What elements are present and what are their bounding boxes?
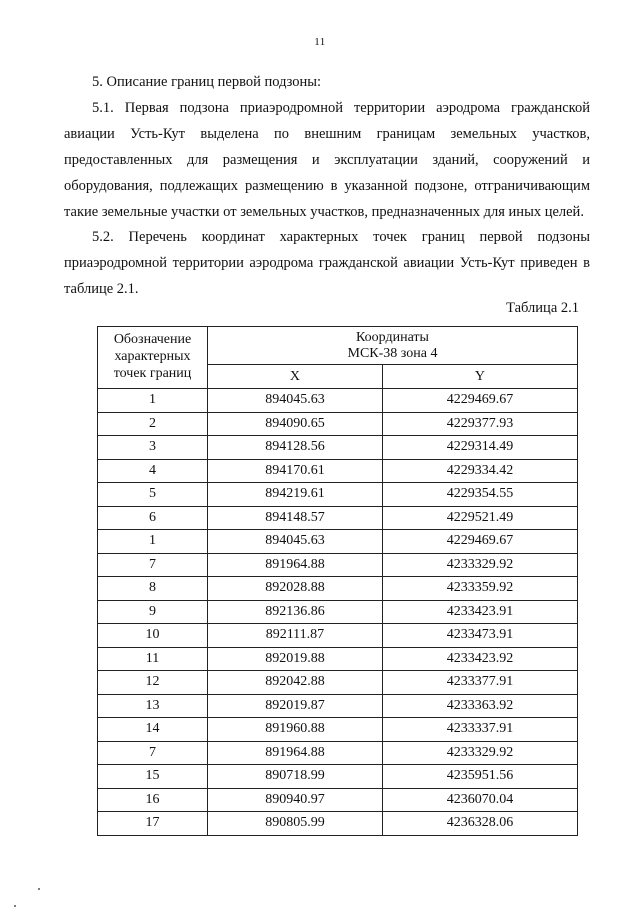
y-cell: 4233423.92 [382,647,577,671]
point-column-header: Обозначение характерных точек границ [98,327,208,389]
paragraph-5-1-text: 5.1. Первая подзона приаэродромной территории аэродрома гражданской авиации Усть-Кут выделена по внешним границам земельных участков, предоставленных для размещения и эксплуатации зданий, сооружений и оборудования, подлежащих размещению в указанной подзоне, отграничивающим такие земельные участки от земельных участков, предназначенных для иных целей. [64,100,590,220]
point-cell: 15 [98,765,208,789]
x-cell: 891964.88 [208,741,383,765]
y-cell: 4233337.91 [382,718,577,742]
x-cell: 892019.87 [208,694,383,718]
y-cell: 4233363.92 [382,694,577,718]
x-cell: 892028.88 [208,577,383,601]
x-cell: 890805.99 [208,812,383,836]
y-cell: 4229377.93 [382,412,577,436]
table-row [98,718,578,742]
point-cell: 8 [98,577,208,601]
x-cell: 892136.86 [208,600,383,624]
y-cell: 4229469.67 [382,389,577,413]
y-cell: 4229521.49 [382,506,577,530]
point-cell: 3 [98,436,208,460]
x-cell: 890940.97 [208,788,383,812]
y-cell: 4236070.04 [382,788,577,812]
y-cell: 4233359.92 [382,577,577,601]
paragraph-5-2 [64,224,590,302]
point-cell: 11 [98,647,208,671]
scan-speck [14,905,16,907]
table-row [98,765,578,789]
point-cell: 10 [98,624,208,648]
table-row [98,671,578,695]
x-cell: 894045.63 [208,530,383,554]
y-cell: 4229314.49 [382,436,577,460]
x-cell: 894128.56 [208,436,383,460]
x-cell: 891964.88 [208,553,383,577]
point-cell: 12 [98,671,208,695]
paragraph-5-1 [64,95,590,225]
table-row [98,577,578,601]
table-row [98,506,578,530]
y-cell: 4229334.42 [382,459,577,483]
table-body [98,389,578,836]
point-cell: 5 [98,483,208,507]
coordinates-header [208,327,578,365]
y-cell: 4233329.92 [382,741,577,765]
table-row [98,624,578,648]
x-cell: 892042.88 [208,671,383,695]
y-cell: 4229354.55 [382,483,577,507]
x-cell: 894090.65 [208,412,383,436]
point-cell: 17 [98,812,208,836]
point-cell: 14 [98,718,208,742]
x-cell: 892111.87 [208,624,383,648]
table-row [98,553,578,577]
x-cell: 894219.61 [208,483,383,507]
point-cell: 9 [98,600,208,624]
y-cell: 4229469.67 [382,530,577,554]
table-row [98,694,578,718]
point-cell: 16 [98,788,208,812]
x-cell: 894148.57 [208,506,383,530]
point-cell: 4 [98,459,208,483]
table-row [98,389,578,413]
y-cell: 4233423.91 [382,600,577,624]
y-column-header: Y [382,365,577,389]
point-cell: 2 [98,412,208,436]
paragraph-5-2-text: 5.2. Перечень координат характерных точек границ первой подзоны приаэродромной территории аэродрома гражданской авиации Усть-Кут приведен в таблице 2.1. [64,229,590,297]
y-cell: 4233473.91 [382,624,577,648]
point-cell: 13 [98,694,208,718]
x-column-header: X [208,365,383,389]
table-row [98,483,578,507]
table-caption: Таблица 2.1 [506,300,579,316]
x-cell: 894170.61 [208,459,383,483]
y-cell: 4235951.56 [382,765,577,789]
y-cell: 4233329.92 [382,553,577,577]
table-row [98,530,578,554]
table-row [98,436,578,460]
point-cell: 6 [98,506,208,530]
coordinates-table [97,326,578,836]
table-row [98,412,578,436]
table-row [98,741,578,765]
table-row [98,459,578,483]
table-row [98,812,578,836]
y-cell: 4233377.91 [382,671,577,695]
table-row [98,788,578,812]
scan-speck [38,888,40,890]
x-cell: 892019.88 [208,647,383,671]
x-cell: 890718.99 [208,765,383,789]
table-row [98,600,578,624]
section-heading: 5. Описание границ первой подзоны: [92,74,322,90]
point-cell: 7 [98,553,208,577]
y-cell: 4236328.06 [382,812,577,836]
table-row [98,647,578,671]
x-cell: 891960.88 [208,718,383,742]
coordinates-header-title: Координаты [356,330,429,345]
point-cell: 1 [98,530,208,554]
x-cell: 894045.63 [208,389,383,413]
page-number: 11 [314,36,326,48]
coordinates-header-system: МСК-38 зона 4 [347,346,438,361]
point-cell: 1 [98,389,208,413]
point-cell: 7 [98,741,208,765]
